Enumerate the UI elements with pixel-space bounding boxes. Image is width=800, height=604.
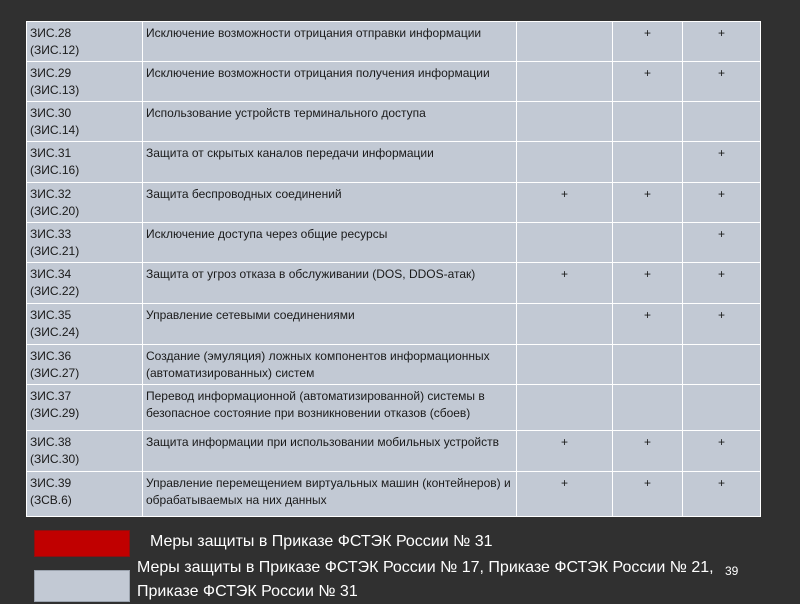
measure-name: Защита беспроводных соединений	[143, 183, 517, 223]
measure-ref: (ЗИС.29)	[30, 406, 80, 420]
table-row	[27, 62, 761, 102]
measure-code: ЗИС.37	[30, 389, 72, 403]
measure-ref: (ЗИС.16)	[30, 163, 80, 177]
measure-mark-m2: +	[613, 263, 683, 304]
table-row	[27, 22, 761, 62]
measure-name: Управление сетевыми соединениями	[143, 304, 517, 345]
measure-code-cell	[27, 142, 143, 183]
measure-name: Исключение возможности отрицания отправки информации	[143, 22, 517, 62]
measure-mark-m1	[517, 22, 613, 62]
legend-gray-swatch	[34, 570, 130, 602]
page-number: 39	[725, 564, 739, 578]
security-measures-table-container	[26, 21, 760, 517]
measure-mark-m1: +	[517, 183, 613, 223]
measure-mark-m3: +	[683, 22, 761, 62]
measure-name: Защита информации при использовании мобильных устройств	[143, 431, 517, 472]
measure-mark-m1	[517, 142, 613, 183]
measure-mark-m3	[683, 345, 761, 385]
measure-code-cell	[27, 304, 143, 345]
measure-mark-m2	[613, 102, 683, 142]
measure-code: ЗИС.33	[30, 227, 72, 241]
security-measures-table	[26, 21, 761, 517]
measure-code-cell	[27, 263, 143, 304]
legend-gray-label: Меры защиты в Приказе ФСТЭК России № 17, Приказе ФСТЭК России № 21, Приказе ФСТЭК России № 31	[137, 559, 714, 600]
measure-ref: (ЗИС.14)	[30, 123, 80, 137]
measure-ref: (ЗИС.12)	[30, 43, 80, 57]
measure-mark-m3: +	[683, 263, 761, 304]
measure-code-cell	[27, 472, 143, 517]
table-row	[27, 472, 761, 517]
legend-red-swatch	[34, 530, 130, 557]
measure-mark-m2: +	[613, 183, 683, 223]
measure-mark-m2: +	[613, 472, 683, 517]
measure-ref: (ЗСВ.6)	[30, 493, 72, 507]
measure-mark-m1	[517, 304, 613, 345]
measure-mark-m3: +	[683, 431, 761, 472]
measure-name: Создание (эмуляция) ложных компонентов информационных (автоматизированных) систем	[143, 345, 517, 385]
measure-mark-m2: +	[613, 62, 683, 102]
table-body	[27, 22, 761, 517]
measure-code-cell	[27, 183, 143, 223]
measure-mark-m2	[613, 142, 683, 183]
measure-code-cell	[27, 62, 143, 102]
measure-name: Использование устройств терминального доступа	[143, 102, 517, 142]
table-row	[27, 183, 761, 223]
measure-mark-m3: +	[683, 472, 761, 517]
table-row	[27, 431, 761, 472]
measure-mark-m1	[517, 102, 613, 142]
measure-mark-m1: +	[517, 431, 613, 472]
measure-mark-m3: +	[683, 304, 761, 345]
measure-mark-m2: +	[613, 431, 683, 472]
measure-mark-m1	[517, 223, 613, 263]
measure-mark-m3	[683, 385, 761, 431]
measure-name: Перевод информационной (автоматизированной) системы в безопасное состояние при возникновении отказов (сбоев)	[143, 385, 517, 431]
measure-ref: (ЗИС.20)	[30, 204, 80, 218]
measure-mark-m1	[517, 385, 613, 431]
measure-name: Управление перемещением виртуальных машин (контейнеров) и обрабатываемых на них данных	[143, 472, 517, 517]
measure-mark-m1	[517, 345, 613, 385]
table-row	[27, 385, 761, 431]
measure-ref: (ЗИС.24)	[30, 325, 80, 339]
measure-code: ЗИС.36	[30, 349, 72, 363]
measure-code: ЗИС.29	[30, 66, 72, 80]
measure-mark-m3: +	[683, 142, 761, 183]
measure-code: ЗИС.28	[30, 26, 72, 40]
measure-code: ЗИС.34	[30, 267, 72, 281]
measure-mark-m3: +	[683, 62, 761, 102]
measure-code: ЗИС.31	[30, 146, 72, 160]
measure-ref: (ЗИС.22)	[30, 284, 80, 298]
measure-code-cell	[27, 102, 143, 142]
measure-code: ЗИС.30	[30, 106, 72, 120]
measure-name: Исключение возможности отрицания получения информации	[143, 62, 517, 102]
measure-code: ЗИС.38	[30, 435, 72, 449]
measure-code: ЗИС.35	[30, 308, 72, 322]
measure-mark-m2	[613, 223, 683, 263]
measure-code-cell	[27, 385, 143, 431]
measure-mark-m3: +	[683, 223, 761, 263]
measure-name: Защита от угроз отказа в обслуживании (DOS, DDOS-атак)	[143, 263, 517, 304]
measure-ref: (ЗИС.21)	[30, 244, 80, 258]
measure-code-cell	[27, 345, 143, 385]
measure-mark-m2	[613, 385, 683, 431]
measure-name: Исключение доступа через общие ресурсы	[143, 223, 517, 263]
measure-mark-m3	[683, 102, 761, 142]
legend-red-label: Меры защиты в Приказе ФСТЭК России № 31	[150, 533, 493, 550]
measure-mark-m1: +	[517, 263, 613, 304]
measure-mark-m3: +	[683, 183, 761, 223]
measure-code-cell	[27, 22, 143, 62]
measure-name: Защита от скрытых каналов передачи информации	[143, 142, 517, 183]
table-row	[27, 345, 761, 385]
table-row	[27, 304, 761, 345]
table-row	[27, 223, 761, 263]
measure-code-cell	[27, 431, 143, 472]
measure-mark-m1	[517, 62, 613, 102]
measure-mark-m2	[613, 345, 683, 385]
table-row	[27, 102, 761, 142]
table-row	[27, 263, 761, 304]
measure-ref: (ЗИС.27)	[30, 366, 80, 380]
measure-mark-m1: +	[517, 472, 613, 517]
measure-code: ЗИС.32	[30, 187, 72, 201]
table-row	[27, 142, 761, 183]
measure-code: ЗИС.39	[30, 476, 72, 490]
measure-code-cell	[27, 223, 143, 263]
measure-mark-m2: +	[613, 22, 683, 62]
measure-mark-m2: +	[613, 304, 683, 345]
measure-ref: (ЗИС.13)	[30, 83, 80, 97]
measure-ref: (ЗИС.30)	[30, 452, 80, 466]
